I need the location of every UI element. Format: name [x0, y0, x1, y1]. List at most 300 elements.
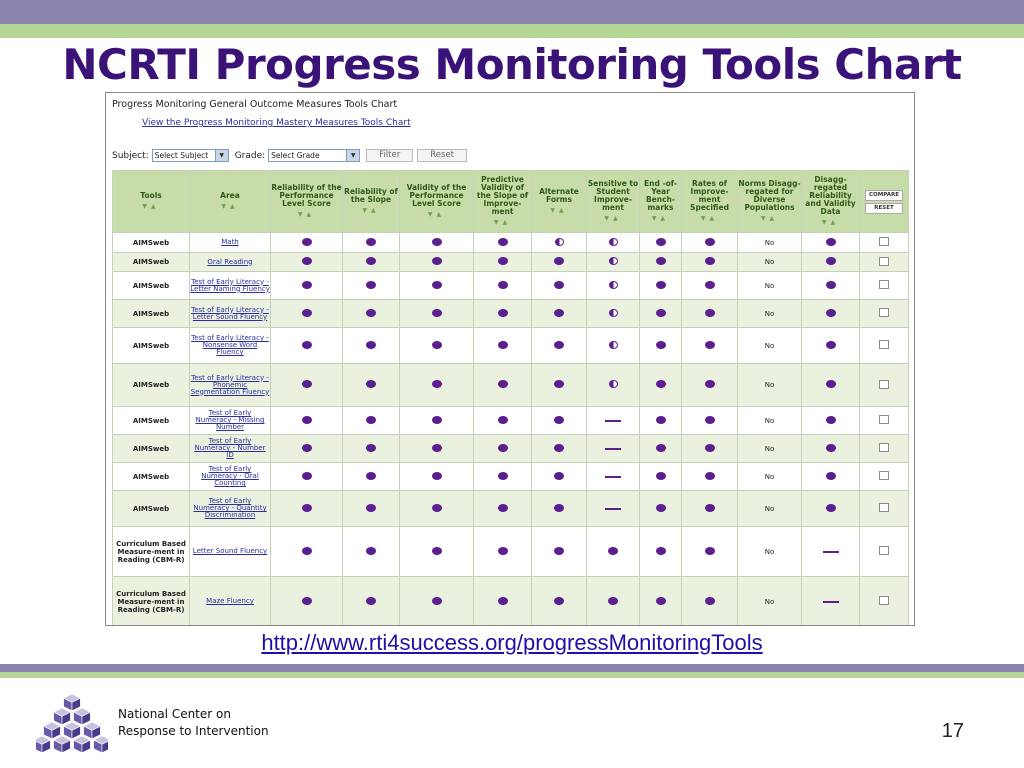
dash-icon: [605, 420, 621, 422]
organization-name: [118, 706, 269, 740]
compare-checkbox[interactable]: [879, 308, 889, 317]
rating-cell: [587, 527, 640, 577]
full-bubble-icon: [366, 238, 376, 246]
sort-arrows-icon[interactable]: ▼▲: [550, 207, 568, 214]
compare-cell: [860, 272, 909, 300]
rating-cell: [587, 491, 640, 527]
full-bubble-icon: [656, 257, 666, 265]
full-bubble-icon: [302, 597, 312, 605]
rating-cell: [802, 435, 860, 463]
full-bubble-icon: [432, 472, 442, 480]
compare-checkbox[interactable]: [879, 471, 889, 480]
rating-cell: [343, 300, 400, 328]
rating-cell: [587, 253, 640, 272]
rating-cell: [400, 491, 474, 527]
rating-cell: [474, 364, 532, 407]
compare-checkbox[interactable]: [879, 443, 889, 452]
rating-cell: [738, 300, 802, 328]
compare-checkbox[interactable]: [879, 415, 889, 424]
rating-cell: [271, 527, 343, 577]
rating-cell: [640, 463, 682, 491]
area-link[interactable]: Test of Early Literacy - Letter Naming Fluency: [190, 277, 270, 293]
column-header-label: Predictive Validity of the Slope of Improve-ment: [476, 175, 529, 216]
rating-cell: [738, 491, 802, 527]
rating-cell: [400, 407, 474, 435]
full-bubble-icon: [705, 504, 715, 512]
full-bubble-icon: [826, 309, 836, 317]
compare-cell: [860, 491, 909, 527]
full-bubble-icon: [432, 341, 442, 349]
column-header[interactable]: [474, 171, 532, 233]
rating-text: No: [764, 258, 775, 266]
sort-arrows-icon[interactable]: ▼▲: [297, 211, 316, 218]
rating-cell: [738, 364, 802, 407]
column-header[interactable]: [640, 171, 682, 233]
compare-cell: [860, 527, 909, 577]
area-cell: [190, 253, 271, 272]
logo-cube: [64, 722, 81, 739]
rating-cell: [343, 491, 400, 527]
rating-cell: [343, 527, 400, 577]
rating-cell: [802, 527, 860, 577]
full-bubble-icon: [554, 597, 564, 605]
full-bubble-icon: [432, 281, 442, 289]
full-bubble-icon: [302, 380, 312, 388]
full-bubble-icon: [498, 380, 508, 388]
half-bubble-icon: [609, 380, 618, 388]
sort-arrows-icon[interactable]: ▼▲: [427, 211, 446, 218]
rating-cell: [640, 328, 682, 364]
rating-cell: [271, 328, 343, 364]
tool-name: AIMSweb: [113, 233, 190, 253]
rating-cell: [738, 407, 802, 435]
half-bubble-icon: [609, 341, 618, 349]
rating-cell: [400, 364, 474, 407]
logo-cube: [74, 736, 91, 753]
column-header-label: Area: [220, 191, 240, 200]
rating-cell: [682, 328, 738, 364]
table-row: [113, 253, 909, 272]
rating-cell: [271, 300, 343, 328]
rating-cell: [271, 463, 343, 491]
half-bubble-icon: [609, 238, 618, 246]
rating-cell: [400, 463, 474, 491]
rating-cell: [400, 253, 474, 272]
rating-cell: [682, 272, 738, 300]
column-header[interactable]: [113, 171, 190, 233]
column-header[interactable]: [343, 171, 400, 233]
rating-cell: [587, 364, 640, 407]
compare-checkbox[interactable]: [879, 380, 889, 389]
compare-cell: [860, 328, 909, 364]
column-header-label: Validity of the Performance Level Score: [406, 183, 467, 208]
rating-cell: [587, 435, 640, 463]
rating-cell: [474, 407, 532, 435]
rating-cell: [738, 463, 802, 491]
rating-cell: [640, 233, 682, 253]
full-bubble-icon: [554, 257, 564, 265]
bottom-accent-bar-green: [0, 672, 1024, 678]
full-bubble-icon: [826, 504, 836, 512]
rating-cell: [343, 435, 400, 463]
logo-cube: [36, 736, 50, 753]
chevron-down-icon: ▼: [215, 150, 228, 161]
column-header-label: Reliability of the Performance Level Score: [271, 183, 342, 208]
sort-arrows-icon[interactable]: ▼▲: [821, 219, 840, 226]
column-header-label: Rates of Improve-ment Specified: [690, 179, 729, 212]
column-header-label: Sensitive to Student Improve-ment: [587, 179, 639, 212]
full-bubble-icon: [432, 238, 442, 246]
mastery-measures-link[interactable]: View the Progress Monitoring Mastery Measures Tools Chart: [142, 118, 411, 128]
logo-cube: [54, 736, 71, 753]
top-accent-bar-green: [0, 24, 1024, 38]
chart-heading: Progress Monitoring General Outcome Measures Tools Chart: [112, 99, 398, 110]
rating-cell: [474, 435, 532, 463]
rating-cell: [640, 253, 682, 272]
full-bubble-icon: [705, 416, 715, 424]
compare-cell: [860, 407, 909, 435]
rating-cell: [738, 577, 802, 627]
full-bubble-icon: [498, 238, 508, 246]
rating-text: No: [764, 341, 775, 350]
column-header-label: Norms Disagg-regated for Diverse Populations: [738, 179, 801, 212]
compare-cell: [860, 233, 909, 253]
table-row: [113, 328, 909, 364]
rating-cell: [532, 527, 587, 577]
rating-cell: [343, 253, 400, 272]
full-bubble-icon: [705, 472, 715, 480]
full-bubble-icon: [656, 504, 666, 512]
organization-name-line1: National Center on: [118, 707, 231, 721]
table-row: [113, 272, 909, 300]
area-cell: [190, 527, 271, 577]
bottom-accent-bar: [0, 664, 1024, 672]
tools-table: [112, 170, 909, 626]
full-bubble-icon: [366, 472, 376, 480]
logo-cube: [94, 736, 108, 753]
rating-cell: [802, 463, 860, 491]
sort-arrows-icon[interactable]: ▼▲: [493, 219, 512, 226]
rating-cell: [682, 435, 738, 463]
sort-arrows-icon[interactable]: ▼▲: [700, 215, 719, 222]
sort-arrows-icon[interactable]: ▼▲: [760, 215, 779, 222]
full-bubble-icon: [498, 547, 508, 555]
rating-cell: [400, 435, 474, 463]
logo-cube: [74, 708, 91, 725]
rating-cell: [474, 328, 532, 364]
full-bubble-icon: [826, 281, 836, 289]
rating-cell: [474, 272, 532, 300]
full-bubble-icon: [705, 238, 715, 246]
column-header-label: Alternate Forms: [539, 187, 579, 204]
compare-checkbox[interactable]: [879, 546, 889, 555]
subject-select[interactable]: [152, 149, 229, 162]
full-bubble-icon: [302, 309, 312, 317]
area-link[interactable]: Test of Early Numeracy - Oral Counting: [201, 465, 259, 487]
column-header[interactable]: [190, 171, 271, 233]
slide-title: NCRTI Progress Monitoring Tools Chart: [62, 40, 962, 89]
full-bubble-icon: [705, 309, 715, 317]
rating-cell: [532, 300, 587, 328]
full-bubble-icon: [826, 472, 836, 480]
compare-checkbox[interactable]: [879, 237, 889, 246]
rating-cell: [271, 577, 343, 627]
column-header[interactable]: [738, 171, 802, 233]
full-bubble-icon: [302, 504, 312, 512]
rating-cell: [682, 577, 738, 627]
full-bubble-icon: [302, 547, 312, 555]
sort-arrows-icon[interactable]: ▼▲: [604, 215, 622, 222]
full-bubble-icon: [366, 547, 376, 555]
rating-cell: [640, 577, 682, 627]
rating-cell: [271, 435, 343, 463]
column-header[interactable]: [802, 171, 860, 233]
rating-text: No: [764, 309, 775, 318]
compare-cell: [860, 463, 909, 491]
table-row: [113, 577, 909, 627]
full-bubble-icon: [705, 444, 715, 452]
area-cell: [190, 435, 271, 463]
full-bubble-icon: [366, 309, 376, 317]
area-cell: [190, 577, 271, 627]
rating-cell: [640, 527, 682, 577]
rating-cell: [343, 328, 400, 364]
full-bubble-icon: [498, 341, 508, 349]
full-bubble-icon: [656, 380, 666, 388]
grade-select[interactable]: [268, 149, 360, 162]
full-bubble-icon: [432, 309, 442, 317]
full-bubble-icon: [302, 238, 312, 246]
tool-name: AIMSweb: [113, 463, 190, 491]
rating-text: No: [764, 238, 775, 247]
rating-cell: [738, 435, 802, 463]
logo-cube: [84, 722, 101, 739]
full-bubble-icon: [302, 416, 312, 424]
column-header[interactable]: [682, 171, 738, 233]
full-bubble-icon: [826, 238, 836, 246]
rating-cell: [738, 272, 802, 300]
column-header[interactable]: [271, 171, 343, 233]
rating-text: No: [764, 444, 775, 453]
rating-cell: [640, 435, 682, 463]
rating-text: No: [764, 472, 775, 481]
full-bubble-icon: [432, 597, 442, 605]
half-bubble-icon: [609, 257, 618, 265]
half-bubble-icon: [555, 238, 564, 246]
grade-select-value: Select Grade: [271, 151, 320, 160]
full-bubble-icon: [554, 472, 564, 480]
rating-cell: [738, 253, 802, 272]
area-link[interactable]: Test of Early Literacy - Letter Sound Fluency: [191, 305, 269, 321]
full-bubble-icon: [826, 341, 836, 349]
full-bubble-icon: [554, 444, 564, 452]
rating-cell: [474, 577, 532, 627]
table-row: [113, 435, 909, 463]
rating-cell: [587, 328, 640, 364]
rating-cell: [400, 300, 474, 328]
compare-checkbox[interactable]: [879, 340, 889, 349]
full-bubble-icon: [656, 547, 666, 555]
full-bubble-icon: [656, 597, 666, 605]
rating-cell: [682, 407, 738, 435]
rating-cell: [532, 328, 587, 364]
column-header[interactable]: [532, 171, 587, 233]
dash-icon: [823, 601, 839, 603]
full-bubble-icon: [656, 472, 666, 480]
rating-cell: [640, 407, 682, 435]
tools-chart-screenshot: [105, 92, 915, 626]
column-header-label: End -of-Year Bench-marks: [644, 179, 677, 212]
area-link[interactable]: Letter Sound Fluency: [192, 547, 268, 555]
logo-cube: [44, 722, 61, 739]
rating-cell: [474, 300, 532, 328]
table-row: [113, 233, 909, 253]
rating-cell: [343, 272, 400, 300]
table-row: [113, 364, 909, 407]
rating-cell: [802, 253, 860, 272]
rating-cell: [587, 300, 640, 328]
full-bubble-icon: [498, 504, 508, 512]
area-link[interactable]: Test of Early Literacy - Nonsense Word Fluency: [191, 334, 269, 356]
compare-button[interactable]: COMPARE: [865, 190, 903, 201]
compare-cell: [860, 253, 909, 272]
full-bubble-icon: [826, 444, 836, 452]
organization-name-line2: Response to Intervention: [118, 724, 269, 738]
rating-cell: [802, 272, 860, 300]
compare-checkbox[interactable]: [879, 280, 889, 289]
full-bubble-icon: [432, 504, 442, 512]
rating-cell: [271, 364, 343, 407]
sort-arrows-icon[interactable]: ▼▲: [142, 203, 160, 210]
full-bubble-icon: [554, 281, 564, 289]
rating-cell: [400, 233, 474, 253]
area-link[interactable]: Test of Early Numeracy - Quantity Discrimination: [193, 497, 267, 519]
full-bubble-icon: [554, 416, 564, 424]
filter-bar: [112, 149, 471, 162]
full-bubble-icon: [432, 380, 442, 388]
grade-label: Grade:: [234, 150, 266, 161]
subject-select-value: Select Subject: [154, 151, 209, 160]
full-bubble-icon: [498, 597, 508, 605]
rating-cell: [587, 577, 640, 627]
rating-cell: [343, 364, 400, 407]
sort-arrows-icon[interactable]: ▼▲: [651, 215, 670, 222]
rating-text: No: [764, 504, 775, 513]
rating-cell: [682, 300, 738, 328]
full-bubble-icon: [826, 380, 836, 388]
full-bubble-icon: [366, 341, 376, 349]
full-bubble-icon: [498, 281, 508, 289]
source-link[interactable]: http://www.rti4success.org/progressMonitoringTools: [261, 630, 763, 655]
rating-text: No: [764, 381, 775, 389]
rating-text: No: [764, 416, 775, 425]
dash-icon: [823, 551, 839, 553]
full-bubble-icon: [302, 472, 312, 480]
dash-icon: [605, 476, 621, 478]
rating-cell: [682, 364, 738, 407]
area-cell: [190, 491, 271, 527]
column-header[interactable]: [400, 171, 474, 233]
full-bubble-icon: [656, 416, 666, 424]
rating-cell: [532, 491, 587, 527]
filter-button[interactable]: Filter: [366, 149, 413, 162]
reset-compare-button[interactable]: RESET: [865, 203, 903, 214]
ncrti-logo: [36, 688, 108, 754]
full-bubble-icon: [366, 597, 376, 605]
rating-cell: [474, 253, 532, 272]
reset-button[interactable]: Reset: [417, 149, 467, 162]
tool-name: AIMSweb: [113, 328, 190, 364]
area-link[interactable]: Test of Early Numeracy - Number ID: [194, 437, 266, 459]
rating-cell: [640, 364, 682, 407]
compare-header: [860, 171, 909, 233]
rating-cell: [400, 328, 474, 364]
rating-cell: [802, 407, 860, 435]
full-bubble-icon: [302, 341, 312, 349]
chevron-down-icon: ▼: [346, 150, 359, 161]
rating-cell: [271, 407, 343, 435]
table-row: [113, 300, 909, 328]
sort-arrows-icon[interactable]: ▼▲: [362, 207, 380, 214]
rating-cell: [474, 233, 532, 253]
compare-checkbox[interactable]: [879, 596, 889, 605]
tool-name: AIMSweb: [113, 272, 190, 300]
rating-cell: [474, 527, 532, 577]
full-bubble-icon: [366, 504, 376, 512]
rating-cell: [532, 233, 587, 253]
area-link[interactable]: Oral Reading: [207, 257, 253, 266]
rating-cell: [400, 272, 474, 300]
compare-checkbox[interactable]: [879, 503, 889, 512]
table-header-row: [113, 171, 909, 233]
area-link[interactable]: Maze Fluency: [206, 597, 254, 605]
rating-text: No: [764, 597, 775, 606]
compare-checkbox[interactable]: [879, 257, 889, 266]
rating-cell: [802, 233, 860, 253]
rating-cell: [587, 407, 640, 435]
compare-cell: [860, 577, 909, 627]
column-header[interactable]: [587, 171, 640, 233]
half-bubble-icon: [609, 281, 618, 289]
tool-name: AIMSweb: [113, 364, 190, 407]
table-row: [113, 463, 909, 491]
rating-cell: [640, 272, 682, 300]
sort-arrows-icon[interactable]: ▼▲: [221, 203, 239, 210]
tool-name: Curriculum Based Measure-ment in Reading (CBM-R): [113, 577, 190, 627]
rating-cell: [343, 577, 400, 627]
full-bubble-icon: [366, 281, 376, 289]
rating-cell: [343, 407, 400, 435]
full-bubble-icon: [498, 416, 508, 424]
area-link[interactable]: Test of Early Numeracy - Missing Number: [195, 409, 265, 431]
rating-text: No: [764, 547, 775, 556]
rating-cell: [802, 577, 860, 627]
rating-cell: [587, 272, 640, 300]
tool-name: AIMSweb: [113, 253, 190, 272]
area-cell: [190, 272, 271, 300]
full-bubble-icon: [705, 597, 715, 605]
full-bubble-icon: [656, 238, 666, 246]
rating-cell: [532, 463, 587, 491]
subject-label: Subject:: [112, 150, 149, 161]
area-link[interactable]: Math: [221, 238, 239, 246]
full-bubble-icon: [705, 341, 715, 349]
rating-cell: [682, 253, 738, 272]
full-bubble-icon: [432, 257, 442, 265]
full-bubble-icon: [705, 257, 715, 265]
area-link[interactable]: Test of Early Literacy - Phonemic Segmentation Fluency: [190, 373, 270, 396]
rating-cell: [682, 491, 738, 527]
